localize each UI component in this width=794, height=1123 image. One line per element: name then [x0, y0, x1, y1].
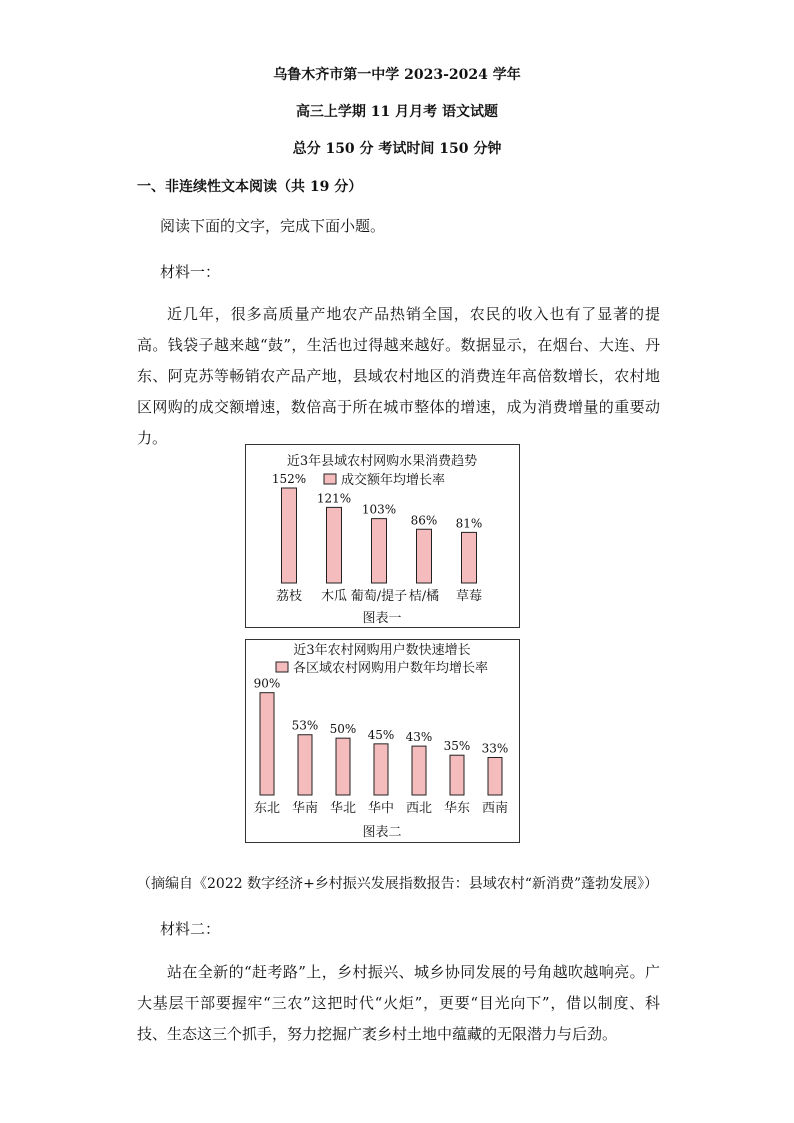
chart-title: 近3年县域农村网购水果消费趋势: [286, 454, 478, 469]
bar: [327, 507, 342, 583]
bar: [462, 532, 477, 583]
category-label: 华中: [367, 801, 395, 816]
exam-title-line2: 高三上学期 11 月月考 语文试题: [295, 104, 499, 120]
data-label: 90%: [253, 676, 281, 691]
instruction-text: 阅读下面的文字，完成下面小题。: [160, 217, 386, 235]
category-label: 华南: [291, 801, 319, 816]
data-label: 152%: [271, 472, 307, 486]
data-label: 53%: [291, 718, 319, 733]
material2-paragraph: 站在全新的“赶考路”上，乡村振兴、城乡协同发展的号角越吹越响亮。广大基层干部要握牢“三农”这把时代“火炬”，更要“目光向下”，借以制度、科技、生态这三个抓手，努力挖掘广袤乡村土地中蕴藏的无限潜力与后劲。: [137, 963, 660, 1043]
exam-title-line1: 乌鲁木齐市第一中学 2023-2024 学年: [273, 67, 521, 83]
section-title: 一、非连续性文本阅读（共 19 分）: [137, 179, 363, 195]
source-citation: （摘编自《2022 数字经济+乡村振兴发展指数报告：县域农村“新消费”蓬勃发展》）: [137, 876, 659, 892]
bar: [488, 757, 502, 795]
exam-score-time: 总分 150 分 考试时间 150 分钟: [292, 141, 502, 157]
chart-caption: 图表二: [362, 825, 402, 840]
data-label: 45%: [367, 727, 395, 742]
chart-title: 近3年农村网购用户数快速增长: [293, 643, 471, 658]
data-label: 81%: [455, 516, 483, 531]
legend-label: 成交额年均增长率: [341, 473, 446, 488]
category-label: 西北: [405, 801, 433, 816]
legend-label: 各区域农村网购用户数年均增长率: [293, 661, 489, 676]
category-label: 葡萄/提子: [350, 589, 408, 604]
category-label: 桔/橘: [408, 589, 440, 604]
bar: [298, 735, 312, 795]
material2-label: 材料二：: [160, 920, 221, 938]
chart-caption: 图表一: [362, 611, 402, 626]
category-label: 华东: [443, 801, 471, 816]
bar: [374, 744, 388, 795]
data-label: 43%: [405, 730, 433, 745]
category-label: 荔枝: [275, 589, 303, 604]
bar: [450, 755, 464, 795]
material1-label: 材料一：: [160, 263, 221, 281]
data-label: 103%: [361, 502, 397, 517]
category-label: 木瓜: [320, 589, 348, 604]
chart-two: [245, 639, 520, 843]
material1-paragraph: 近几年，很多高质量产地农产品热销全国，农民的收入也有了显著的提高。钱袋子越来越“鼓”，生活也过得越来越好。数据显示，在烟台、大连、丹东、阿克苏等畅销农产品产地，县域农村地区的消费连年高倍数增长，农村地区网购的成交额增速，数倍高于所在城市整体的增速，成为消费增量的重要动力。: [137, 305, 660, 447]
category-label: 西南: [481, 801, 509, 816]
category-label: 华北: [329, 801, 357, 816]
data-label: 121%: [316, 491, 352, 506]
legend-swatch: [276, 662, 288, 672]
data-label: 35%: [443, 739, 471, 754]
data-label: 50%: [329, 722, 357, 737]
bar: [282, 488, 297, 583]
bar: [412, 746, 426, 795]
category-label: 东北: [253, 801, 281, 816]
bar: [336, 738, 350, 795]
bar: [372, 519, 387, 583]
data-label: 86%: [410, 513, 438, 528]
bar: [260, 693, 274, 795]
category-label: 草莓: [455, 589, 483, 604]
legend-swatch: [324, 474, 336, 484]
chart-one: [245, 444, 520, 628]
bar: [417, 529, 432, 583]
data-label: 33%: [481, 741, 509, 756]
